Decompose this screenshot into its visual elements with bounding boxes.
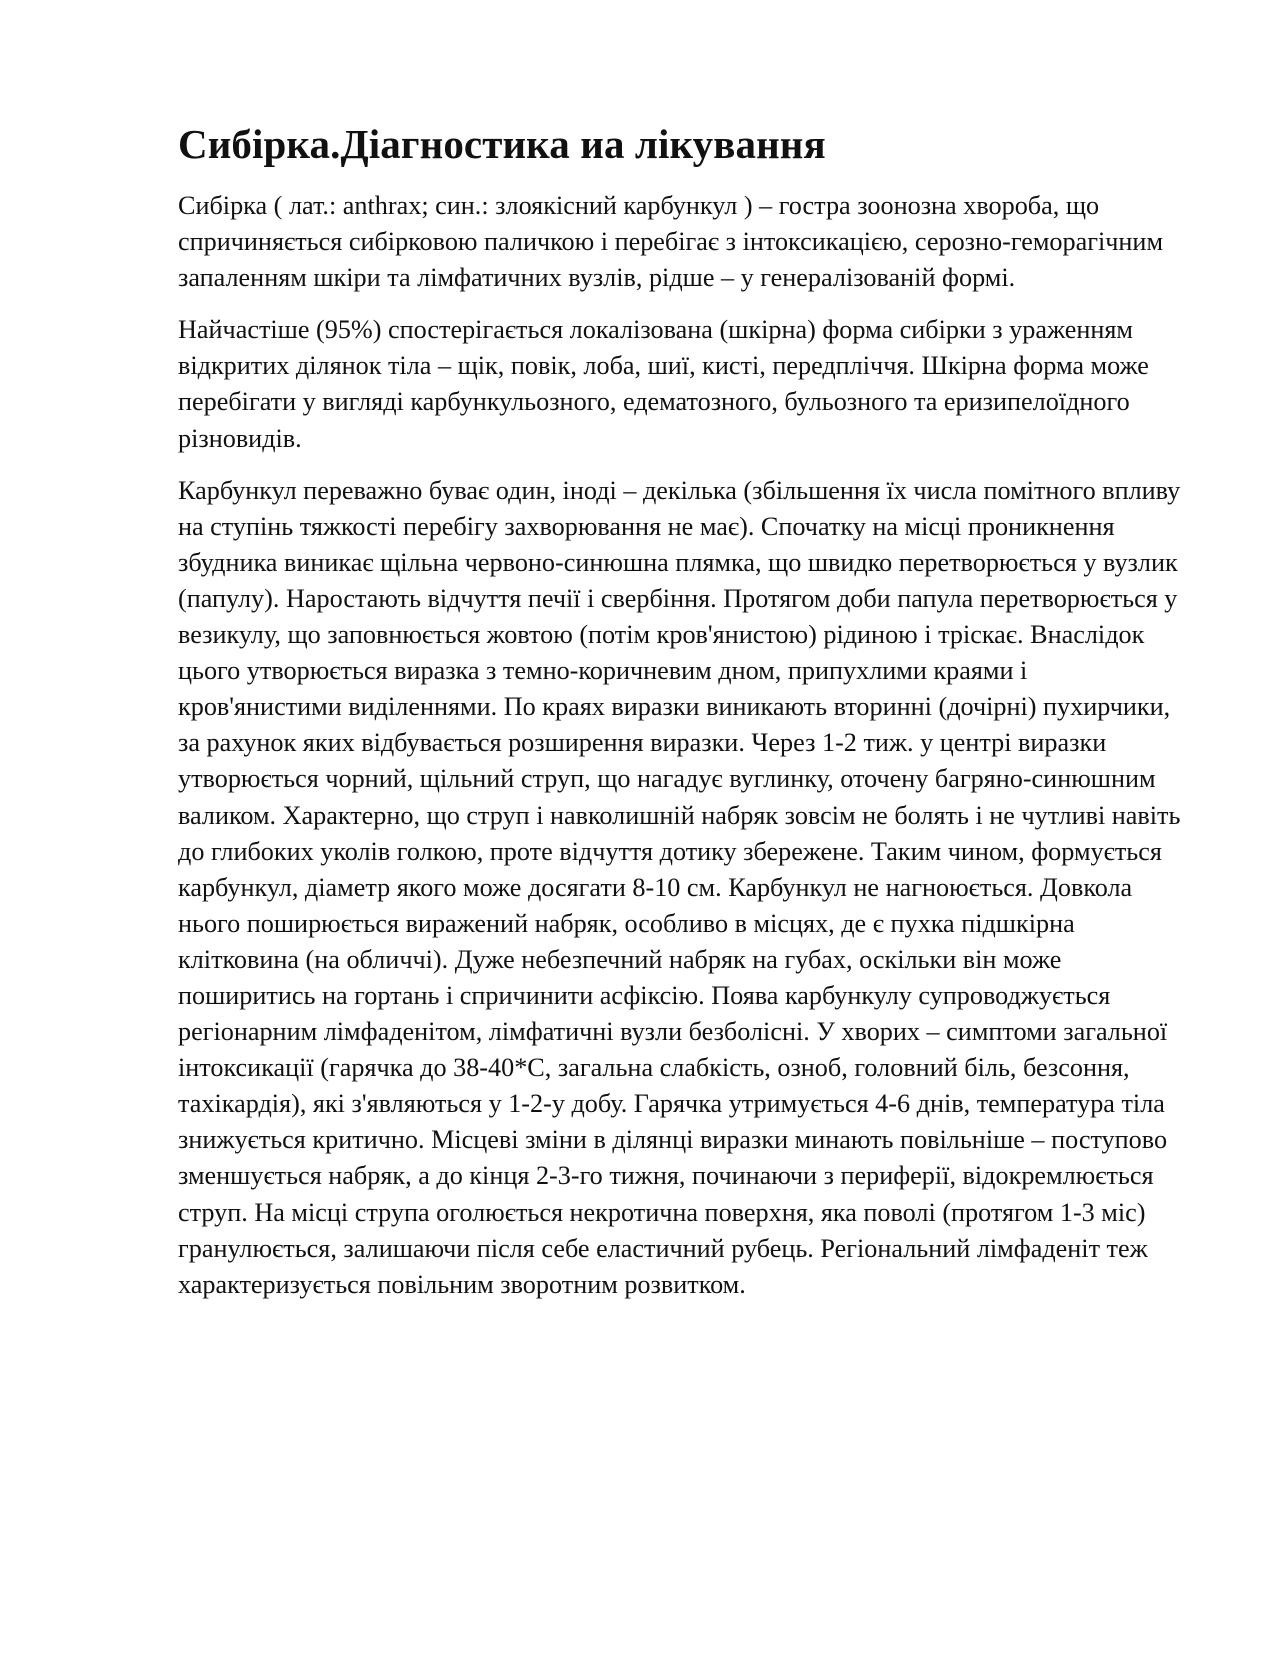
paragraph-intro: Сибірка ( лат.: anthrax; син.: злоякісний карбункул ) – гостра зоонозна хвороба, що спричиняється сибірковою паличкою і перебігає з інтоксикацією, серозно-геморагічним запаленням шкіри та лімфатичних вузлів, рідше – у генералізованій формі.: [178, 191, 1164, 293]
document-title: Сибірка.Діагностика иа лікування: [178, 121, 826, 167]
document-content: [178, 118, 1188, 1319]
paragraph-carbuncle: Карбункул переважно буває один, іноді – декілька (збільшення їх числа помітного впливу на ступінь тяжкості перебігу захворювання не має). Спочатку на місці проникнення збудника виникає щільна червоно-синюшна плямка, що швидко перетворюється у вузлик (папулу). Наростають відчуття печії і свербіння. Протягом доби папула перетворюється у везикулу, що заповнюється жовтою (потім кров'янистою) рідиною і тріскає. Внаслідок цього утворюється виразка з темно-коричневим дном, припухлими краями і кров'янистими виділеннями. По краях виразки виникають вторинні (дочірні) пухирчики, за рахунок яких відбувається розширення виразки. Через 1-2 тиж. у центрі виразки утворюється чорний, щільний струп, що нагадує вуглинку, оточену багряно-синюшним валиком. Характерно, що струп і навколишній набряк зовсім не болять і не чутливі навіть до глибоких уколів голкою, проте відчуття дотику збережене. Таким чином, формується карбункул, діаметр якого може досягати 8-10 см. Карбункул не нагноюється. Довкола нього поширюється виражений набряк, особливо в місцях, де є пухка підшкірна клітковина (на обличчі). Дуже небезпечний набряк на губах, оскільки він може поширитись на гортань і спричинити асфіксію. Поява карбункулу супроводжується регіонарним лімфаденітом, лімфатичні вузли безболісні. У хворих – симптоми загальної інтоксикації (гарячка до 38-40*С, загальна слабкість, озноб, головний біль, безсоння, тахікардія), які з'являються у 1-2-у добу. Гарячка утримується 4-6 днів, температура тіла знижується критично. Місцеві зміни в ділянці виразки минають повільніше – поступово зменшується набряк, а до кінця 2-3-го тижня, починаючи з периферії, відокремлюється струп. На місці струпа оголюється некротична поверхня, яка поволі (протягом 1-3 міс) гранулюється, залишаючи після себе еластичний рубець. Регіональний лімфаденіт теж характеризується повільним зворотним розвитком.: [178, 475, 1181, 1299]
paragraph-skin-form: Найчастіше (95%) спостерігається локалізована (шкірна) форма сибірки з ураженням відкритих ділянок тіла – щік, повік, лоба, шиї, кисті, передпліччя. Шкірна форма може перебігати у вигляді карбункульозного, едематозного, бульозного та еризипелоїдного різновидів.: [178, 315, 1149, 453]
